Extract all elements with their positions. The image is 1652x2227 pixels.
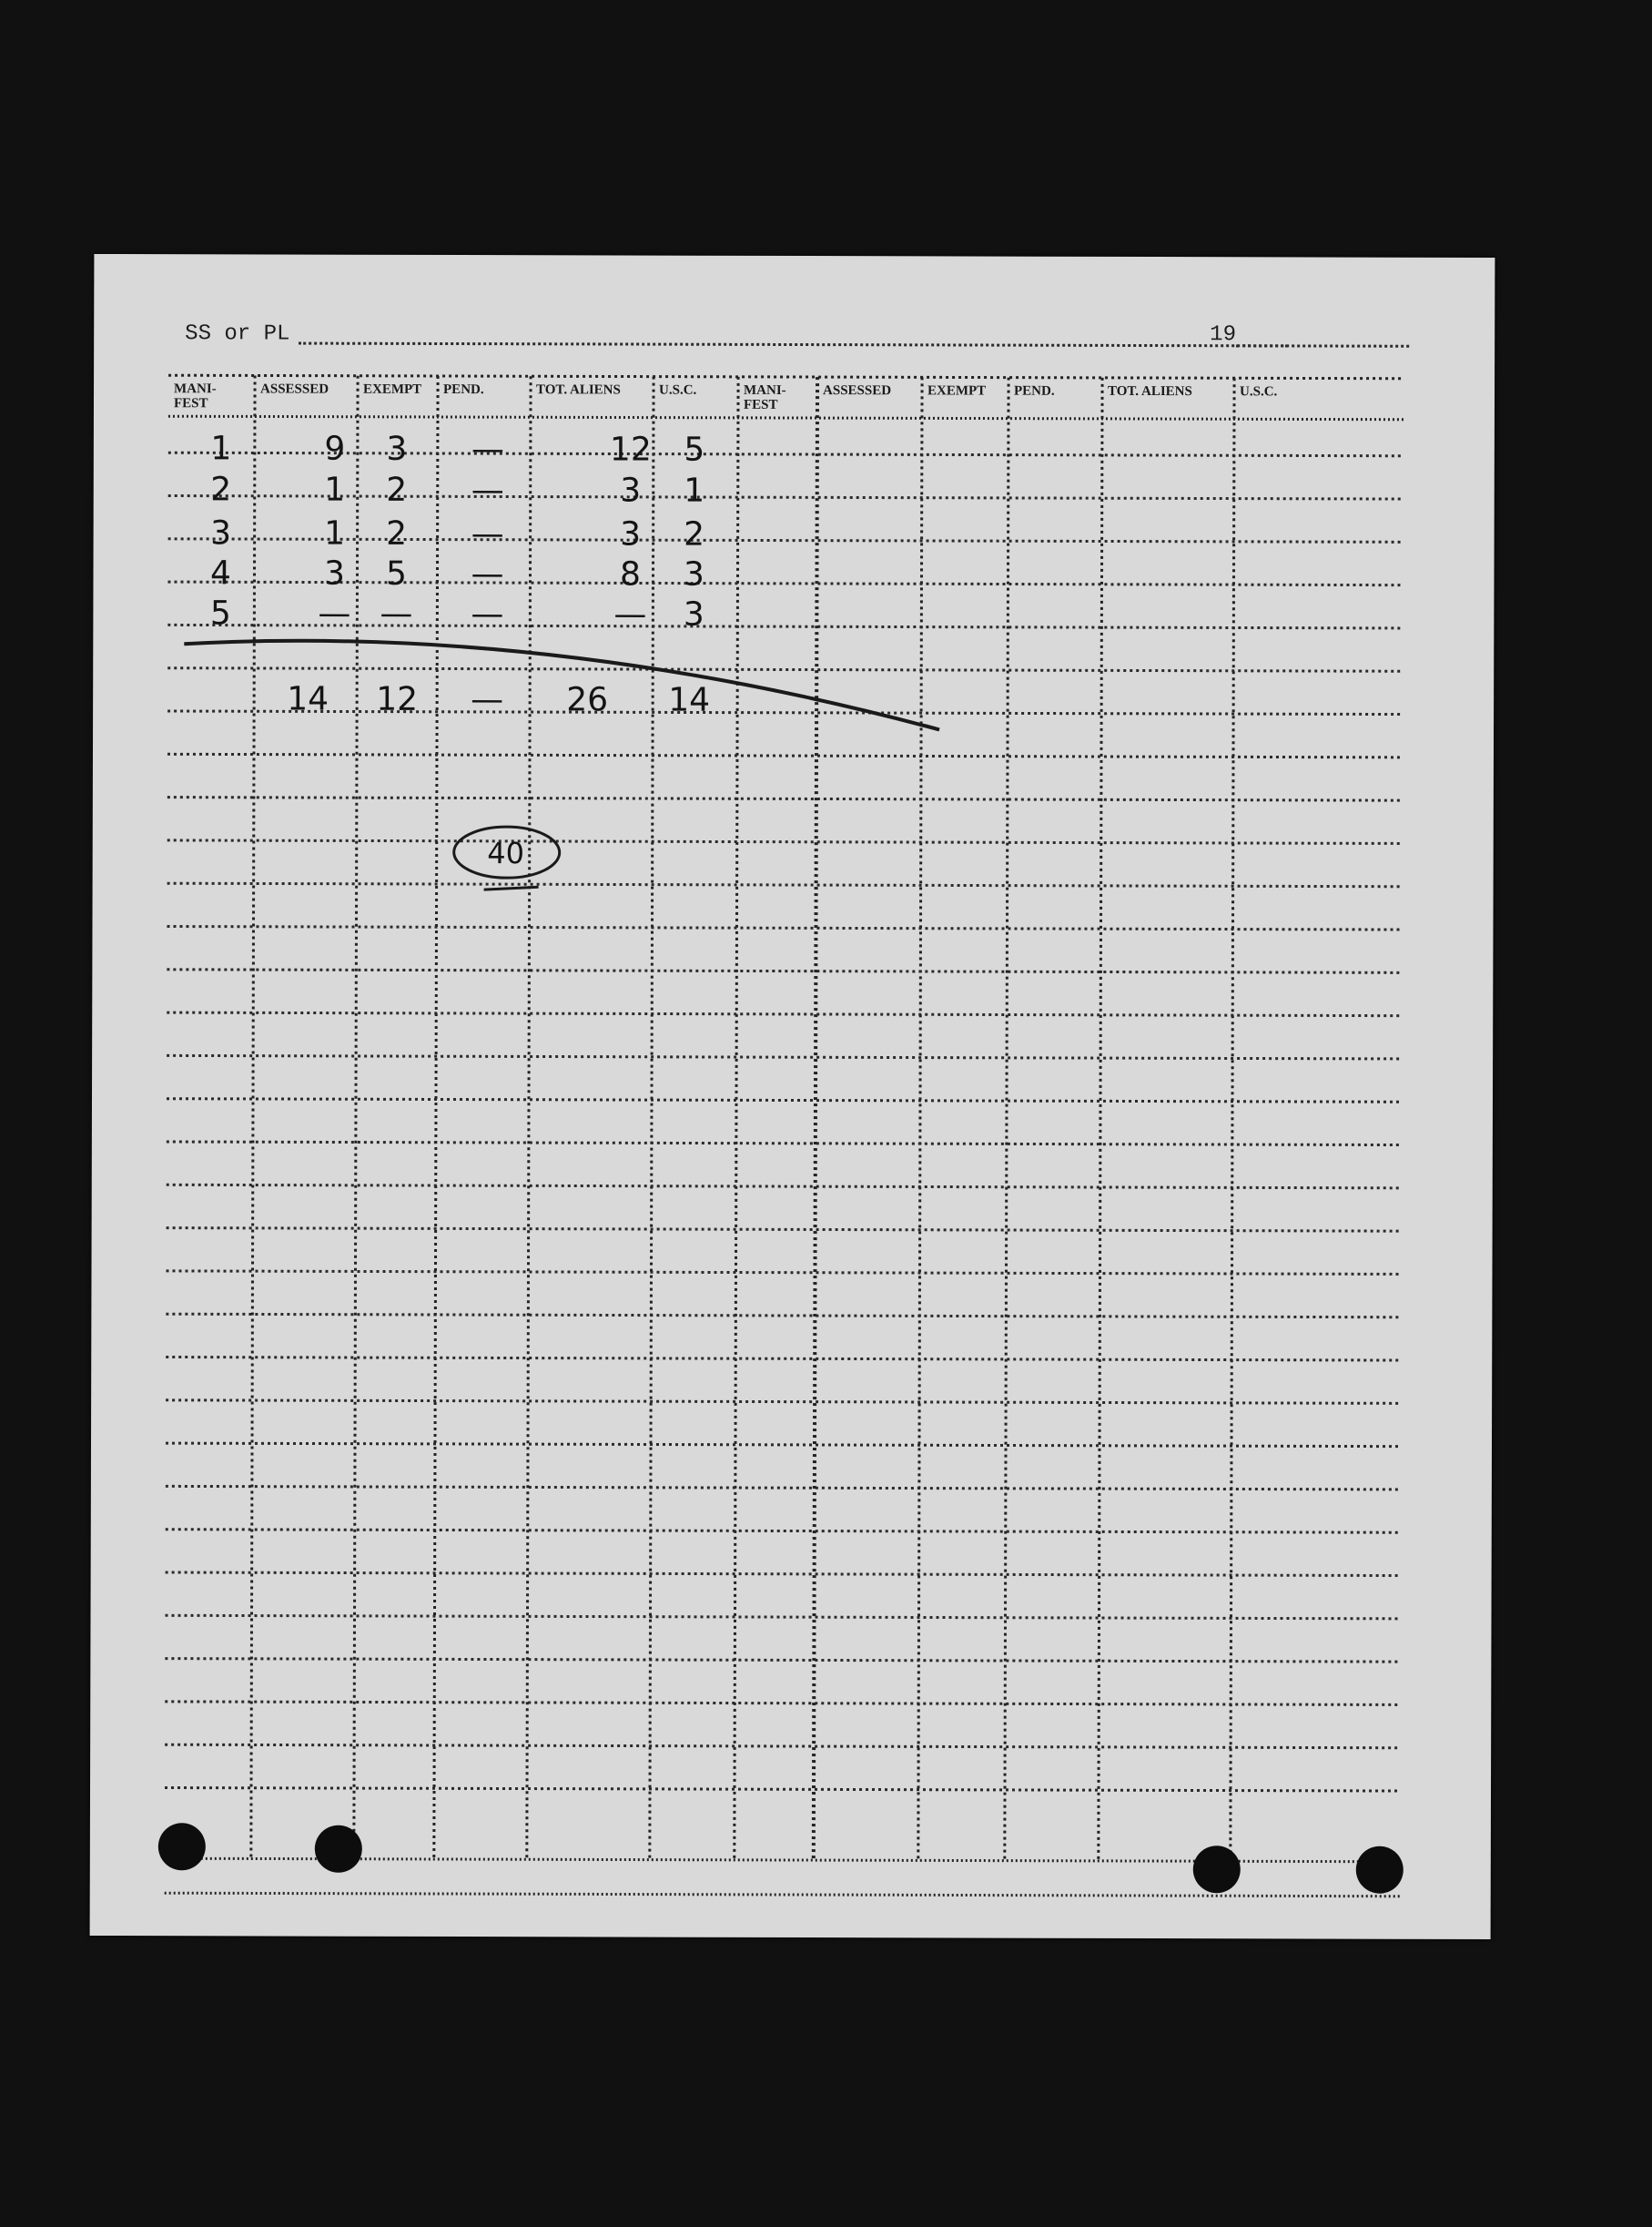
entry-usc: 1 <box>684 472 705 510</box>
entry-tot-aliens: 8 <box>619 555 642 594</box>
row-rule <box>166 1314 1402 1317</box>
entry-manifest: 2 <box>210 471 232 509</box>
row-rule <box>167 582 1404 585</box>
row-rule <box>167 1099 1403 1103</box>
row-rule <box>166 1572 1402 1576</box>
column-header: U.S.C. <box>1240 384 1278 400</box>
row-rule <box>166 1486 1402 1490</box>
entry-assessed: — <box>318 595 351 633</box>
column-rule <box>251 375 255 1856</box>
entry-exempt: 5 <box>385 554 408 593</box>
total-pend: — <box>471 681 504 719</box>
column-header: PEND. <box>443 381 484 398</box>
column-rule <box>1005 378 1008 1859</box>
row-rule <box>167 754 1404 758</box>
total-usc: 14 <box>668 681 711 719</box>
row-rule <box>167 927 1403 930</box>
entry-assessed: 1 <box>324 514 346 553</box>
circle-underline <box>484 887 539 890</box>
form-grid <box>90 254 1495 1939</box>
row-rule <box>165 1659 1401 1663</box>
column-header: PEND. <box>1014 383 1055 399</box>
punch-hole <box>1356 1846 1404 1894</box>
row-rule <box>167 668 1404 672</box>
entry-usc: 3 <box>683 595 704 634</box>
entry-assessed: 3 <box>323 554 346 593</box>
entry-manifest: 4 <box>209 554 232 593</box>
punch-hole <box>1193 1846 1241 1893</box>
row-rule <box>167 970 1403 973</box>
row-rule <box>165 1702 1401 1705</box>
entry-pend: — <box>471 431 504 469</box>
column-header: EXEMPT <box>363 381 422 397</box>
column-header: EXEMPT <box>927 383 987 399</box>
entry-exempt: 3 <box>386 430 408 468</box>
column-header: ASSESSED <box>260 381 329 397</box>
row-rule <box>167 1055 1403 1059</box>
row-rule <box>167 1228 1403 1232</box>
column-rule <box>1099 378 1102 1859</box>
row-rule <box>165 1744 1401 1748</box>
entry-pend: — <box>471 515 504 554</box>
entry-pend: — <box>471 595 504 634</box>
row-rule <box>166 1443 1402 1447</box>
row-rule <box>168 453 1404 456</box>
column-header: U.S.C. <box>659 382 697 398</box>
total-exempt: 12 <box>376 680 419 718</box>
column-header: MANI-FEST <box>173 381 217 412</box>
entry-manifest: 5 <box>209 595 231 633</box>
row-rule <box>166 1357 1402 1360</box>
column-header: ASSESSED <box>823 383 892 399</box>
column-rule <box>918 377 922 1858</box>
column-rule <box>354 376 358 1857</box>
row-rule <box>167 840 1404 844</box>
circled-note: 40 <box>487 836 525 871</box>
entry-tot-aliens: 12 <box>609 431 652 469</box>
row-rule <box>167 1012 1403 1016</box>
row-rule <box>167 625 1404 628</box>
total-assessed: 14 <box>287 680 329 718</box>
entry-usc: 5 <box>684 431 705 469</box>
form-sheet <box>90 254 1495 1939</box>
entry-pend: — <box>471 555 504 594</box>
column-rule <box>527 376 531 1857</box>
column-rule <box>650 377 654 1858</box>
column-header: MANI-FEST <box>743 382 786 412</box>
column-header: TOT. ALIENS <box>1108 383 1192 400</box>
row-rule <box>166 1271 1402 1275</box>
column-rule <box>735 377 738 1858</box>
row-rule <box>166 1400 1402 1404</box>
row-rule <box>166 1530 1402 1533</box>
ss-or-pl-label: SS or PL <box>185 321 290 347</box>
entry-usc: 3 <box>683 555 705 594</box>
entry-exempt: 2 <box>386 471 408 509</box>
header-rule <box>168 416 1404 420</box>
header-rule <box>168 375 1404 379</box>
row-rule <box>167 1142 1403 1145</box>
entry-manifest: 1 <box>210 430 232 468</box>
row-rule <box>167 798 1404 801</box>
entry-pend: — <box>471 472 504 510</box>
entry-manifest: 3 <box>210 514 232 553</box>
entry-exempt: — <box>380 595 413 633</box>
row-rule <box>168 496 1404 500</box>
column-rule <box>434 376 438 1857</box>
row-rule <box>167 883 1404 887</box>
row-rule <box>168 539 1404 543</box>
row-rule <box>167 711 1404 715</box>
entry-tot-aliens: — <box>613 595 647 634</box>
year-label: 19 <box>1210 322 1237 348</box>
total-tot-aliens: 26 <box>566 681 609 719</box>
bottom-rule <box>165 1893 1401 1897</box>
column-rule <box>814 377 817 1858</box>
punch-hole <box>158 1823 206 1870</box>
entry-assessed: 1 <box>324 471 346 509</box>
row-rule <box>167 1185 1403 1188</box>
entry-usc: 2 <box>684 515 705 554</box>
row-rule <box>165 1787 1401 1791</box>
punch-hole <box>315 1825 362 1873</box>
entry-tot-aliens: 3 <box>620 515 642 554</box>
column-rule <box>1231 378 1234 1859</box>
column-header: TOT. ALIENS <box>536 382 621 398</box>
row-rule <box>166 1615 1402 1619</box>
entry-tot-aliens: 3 <box>620 472 642 510</box>
entry-exempt: 2 <box>386 514 408 553</box>
entry-assessed: 9 <box>324 430 346 468</box>
